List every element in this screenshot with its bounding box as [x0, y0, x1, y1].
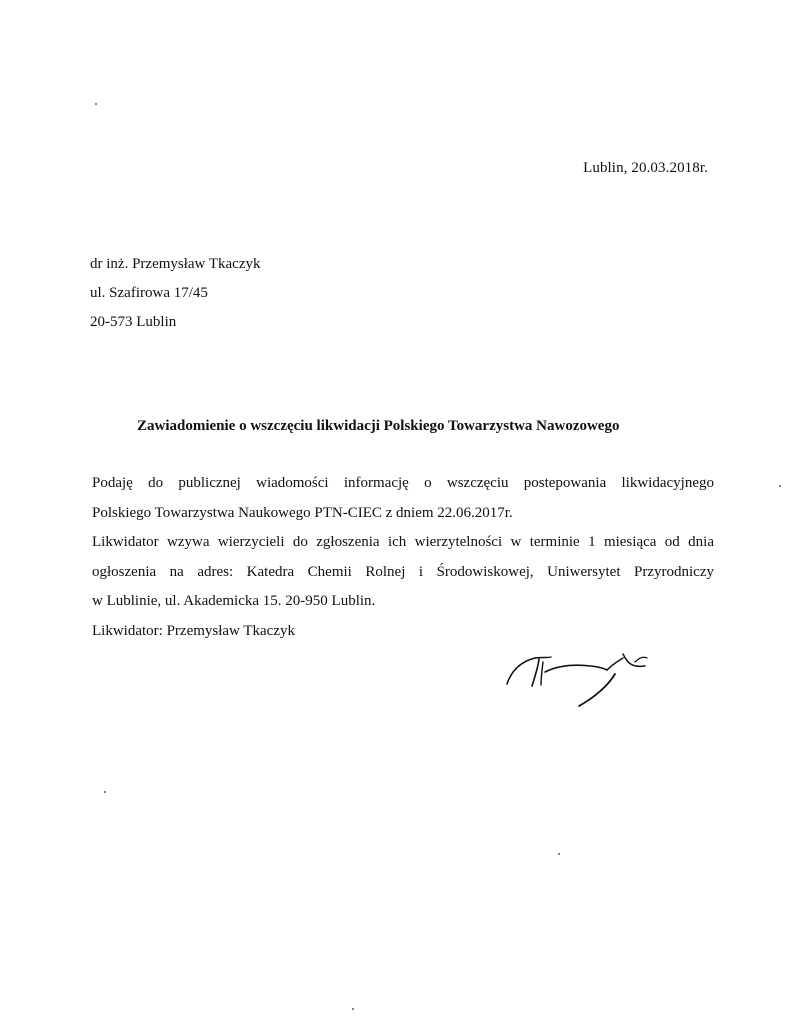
body-line: ogłoszenia na adres: Katedra Chemii Rolnej i Środowiskowej, Uniwersytet Przyrodniczy: [92, 563, 714, 580]
recipient-city: 20-573 Lublin: [90, 314, 177, 330]
place-and-date: Lublin, 20.03.2018r.: [583, 160, 708, 176]
body-line: w Lublinie, ul. Akademicka 15. 20-950 Lublin.: [92, 593, 376, 609]
recipient-address: [90, 250, 261, 337]
body-line: Podaję do publicznej wiadomości informację o wszczęciu postepowania likwidacyjnego: [92, 475, 714, 491]
letter-body: [92, 469, 714, 646]
recipient-name: dr inż. Przemysław Tkaczyk: [90, 256, 261, 272]
scan-speck: [352, 1008, 354, 1010]
scan-speck: [779, 485, 781, 487]
scan-speck: [558, 853, 560, 855]
scan-speck: [104, 791, 106, 793]
scan-speck: [95, 103, 97, 105]
handwritten-signature-icon: [505, 648, 655, 708]
document-title: Zawiadomienie o wszczęciu likwidacji Polskiego Towarzystwa Nawozowego: [137, 418, 620, 434]
body-line: Likwidator wzywa wierzycieli do zgłoszenia ich wierzytelności w terminie 1 miesiąca od dnia: [92, 534, 714, 550]
recipient-street: ul. Szafirowa 17/45: [90, 285, 208, 301]
body-line: Polskiego Towarzystwa Naukowego PTN-CIEC z dniem 22.06.2017r.: [92, 504, 513, 521]
body-line: Likwidator: Przemysław Tkaczyk: [92, 622, 295, 639]
